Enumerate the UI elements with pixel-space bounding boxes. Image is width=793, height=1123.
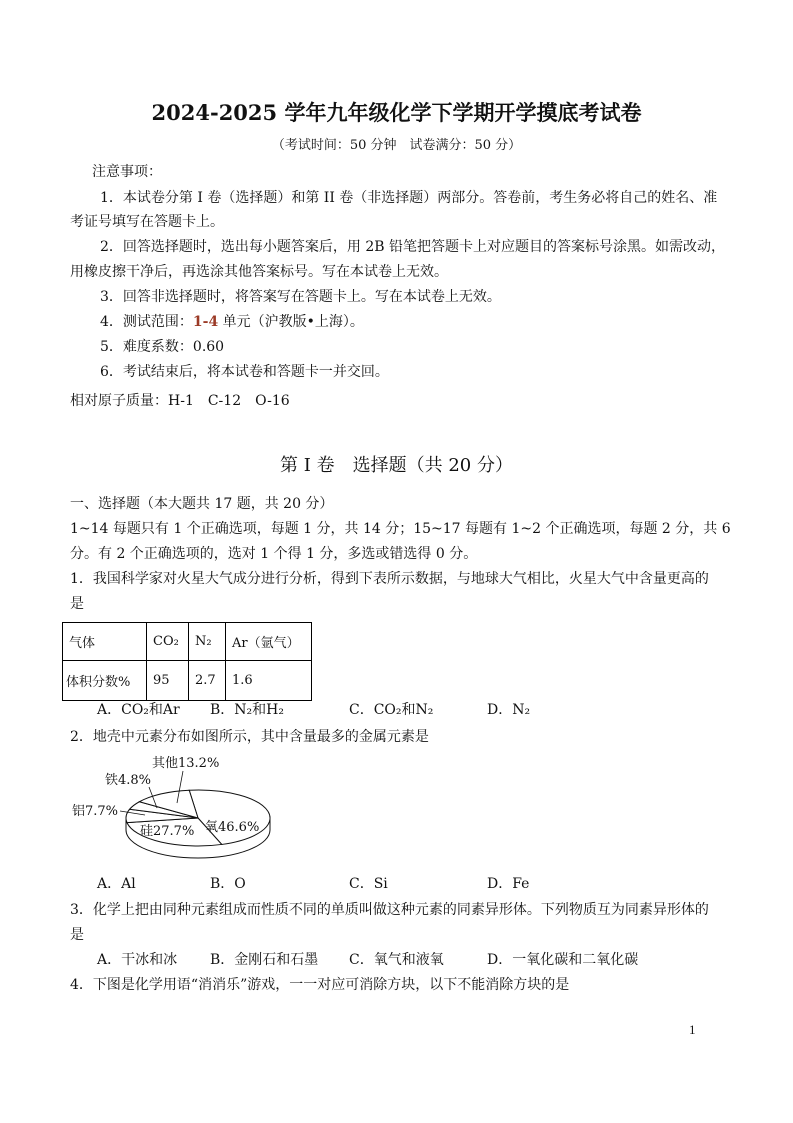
pie-label-aluminum: 铝7.7%: [72, 804, 119, 819]
table-header-cell: Ar（氩气）: [226, 623, 312, 661]
exam-title: 2024-2025 学年九年级化学下学期开学摸底考试卷: [151, 100, 642, 125]
question-2-option-c: C．Si: [349, 876, 388, 892]
question-2-option-b: B．O: [210, 876, 246, 892]
table-header-row: [63, 623, 312, 661]
note-item-5: 5．难度系数：0.60: [100, 339, 225, 355]
note-item-3: 3．回答非选择题时，将答案写在答题卡上。写在本试卷上无效。: [100, 289, 501, 305]
question-4-stem: 4．下图是化学用语“消消乐”游戏，一一对应可消除方块，以下不能消除方块的是: [70, 977, 570, 993]
table-header-cell: 气体: [63, 623, 147, 661]
question-3-option-a: A．干冰和冰: [97, 952, 178, 968]
crust-elements-pie-chart: [65, 748, 285, 868]
section-title: 第 I 卷 选择题（共 20 分）: [280, 455, 513, 476]
note-item-1-line-2: 考证号填写在答题卡上。: [70, 214, 224, 230]
question-2-option-a: A．Al: [97, 876, 136, 892]
question-3-option-d: D．一氧化碳和二氧化碳: [487, 952, 639, 968]
part-heading: 一、选择题（本大题共 17 题，共 20 分）: [70, 496, 334, 512]
pie-label-silicon: 硅27.7%: [140, 824, 195, 839]
question-1-stem-line-2: 是: [70, 596, 84, 612]
pie-label-oxygen: 氧46.6%: [205, 820, 260, 835]
question-3-option-b: B．金刚石和石墨: [210, 952, 319, 968]
instructions-line-1: 1~14 每题只有 1 个正确选项，每题 1 分，共 14 分；15~17 每题有 1~2 个正确选项，每题 2 分，共 6: [70, 521, 731, 537]
exam-subtitle: （考试时间：50 分钟 试卷满分：50 分）: [271, 138, 522, 153]
question-3-stem-line-2: 是: [70, 927, 84, 943]
question-1-option-b: B．N₂和H₂: [210, 702, 284, 718]
question-3-option-c: C．氧气和液氧: [349, 952, 444, 968]
pie-label-iron: 铁4.8%: [105, 773, 152, 788]
note-item-4: [100, 313, 364, 331]
instructions-line-2: 分。有 2 个正确选项的，选对 1 个得 1 分，多选或错选得 0 分。: [70, 546, 478, 562]
table-header-cell: CO₂: [147, 623, 189, 661]
note-item-2-line-1: 2．回答选择题时，选出每小题答案后，用 2B 铅笔把答题卡上对应题目的答案标号涂黑。如需改动，: [100, 239, 726, 255]
note-item-4-prefix: 4．测试范围：: [100, 314, 193, 330]
table-row: [63, 661, 312, 701]
table-cell: 体积分数%: [63, 661, 147, 701]
atomic-masses: 相对原子质量：H-1 C-12 O-16: [70, 393, 290, 409]
question-2-option-d: D．Fe: [487, 876, 530, 892]
question-1-option-c: C．CO₂和N₂: [349, 702, 434, 718]
table-cell: 95: [147, 661, 189, 701]
pie-label-other: 其他13.2%: [152, 756, 220, 771]
question-1-option-a: A．CO₂和Ar: [97, 702, 180, 718]
table-cell: 2.7: [189, 661, 226, 701]
test-scope-units: 1-4: [192, 314, 219, 330]
question-1-option-d: D．N₂: [487, 702, 531, 718]
note-item-1-line-1: 1．本试卷分第 I 卷（选择题）和第 II 卷（非选择题）两部分。答卷前，考生务必将自己的姓名、准: [100, 190, 718, 206]
table-header-cell: N₂: [189, 623, 226, 661]
question-1-stem-line-1: 1．我国科学家对火星大气成分进行分析，得到下表所示数据，与地球大气相比，火星大气中含量更高的: [70, 571, 709, 587]
mars-atmosphere-table: [62, 622, 312, 701]
table-cell: 1.6: [226, 661, 312, 701]
question-2-stem: 2．地壳中元素分布如图所示，其中含量最多的金属元素是: [70, 729, 429, 745]
note-item-6: 6．考试结束后，将本试卷和答题卡一并交回。: [100, 364, 389, 380]
note-item-4-suffix: 单元（沪教版•上海）。: [218, 314, 364, 330]
page-number: 1: [689, 1022, 696, 1037]
note-item-2-line-2: 用橡皮擦干净后，再选涂其他答案标号。写在本试卷上无效。: [70, 264, 448, 280]
question-3-stem-line-1: 3．化学上把由同种元素组成而性质不同的单质叫做这种元素的同素异形体。下列物质互为同素异形体的: [70, 902, 709, 918]
notes-heading: 注意事项：: [92, 164, 162, 180]
